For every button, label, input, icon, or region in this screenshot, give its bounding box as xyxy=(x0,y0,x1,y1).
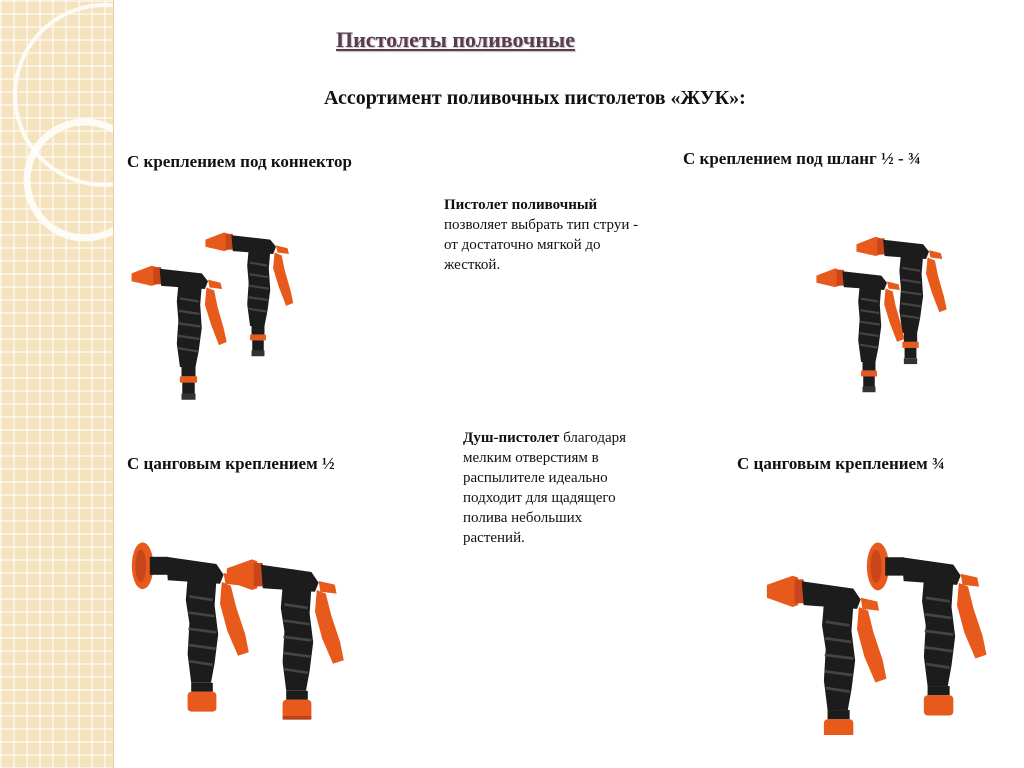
product-image-hose xyxy=(815,220,975,400)
shower-description xyxy=(463,428,693,548)
shower-description-title: Душ-пистолет xyxy=(463,430,560,446)
pistol-description-line: жесткой. xyxy=(444,257,501,273)
shower-description-line: полива небольших xyxy=(463,510,583,526)
category-label-collet-half: С цанговым креплением ½ xyxy=(127,454,335,473)
shower-description-line: благодаря xyxy=(559,430,627,446)
decorative-circles xyxy=(0,0,113,768)
category-label-collet-three-quarter: С цанговым креплением ¾ xyxy=(737,454,945,473)
product-image-connector xyxy=(130,210,320,410)
pistol-description-line: от достаточно мягкой до xyxy=(444,237,601,253)
shower-description-line: растений. xyxy=(463,530,525,546)
product-image-collet-three-quarter xyxy=(765,535,1005,735)
shower-description-line: мелким отверстиям в xyxy=(463,450,599,466)
decorative-side-strip xyxy=(0,0,114,768)
shower-description-line: распылителе идеально xyxy=(463,470,608,486)
page-title: Пистолеты поливочные xyxy=(336,27,575,52)
product-image-collet-half xyxy=(130,535,360,725)
pistol-description-title: Пистолет поливочный xyxy=(444,197,598,213)
category-label-hose: С креплением под шланг ½ - ¾ xyxy=(683,149,921,168)
pistol-description-line: позволяет выбрать тип струи - xyxy=(444,217,639,233)
pistol-description xyxy=(444,195,684,275)
shower-description-line: подходит для щадящего xyxy=(463,490,616,506)
category-label-connector: С креплением под коннектор xyxy=(127,152,352,171)
page-subtitle: Ассортимент поливочных пистолетов «ЖУК»: xyxy=(324,87,746,109)
